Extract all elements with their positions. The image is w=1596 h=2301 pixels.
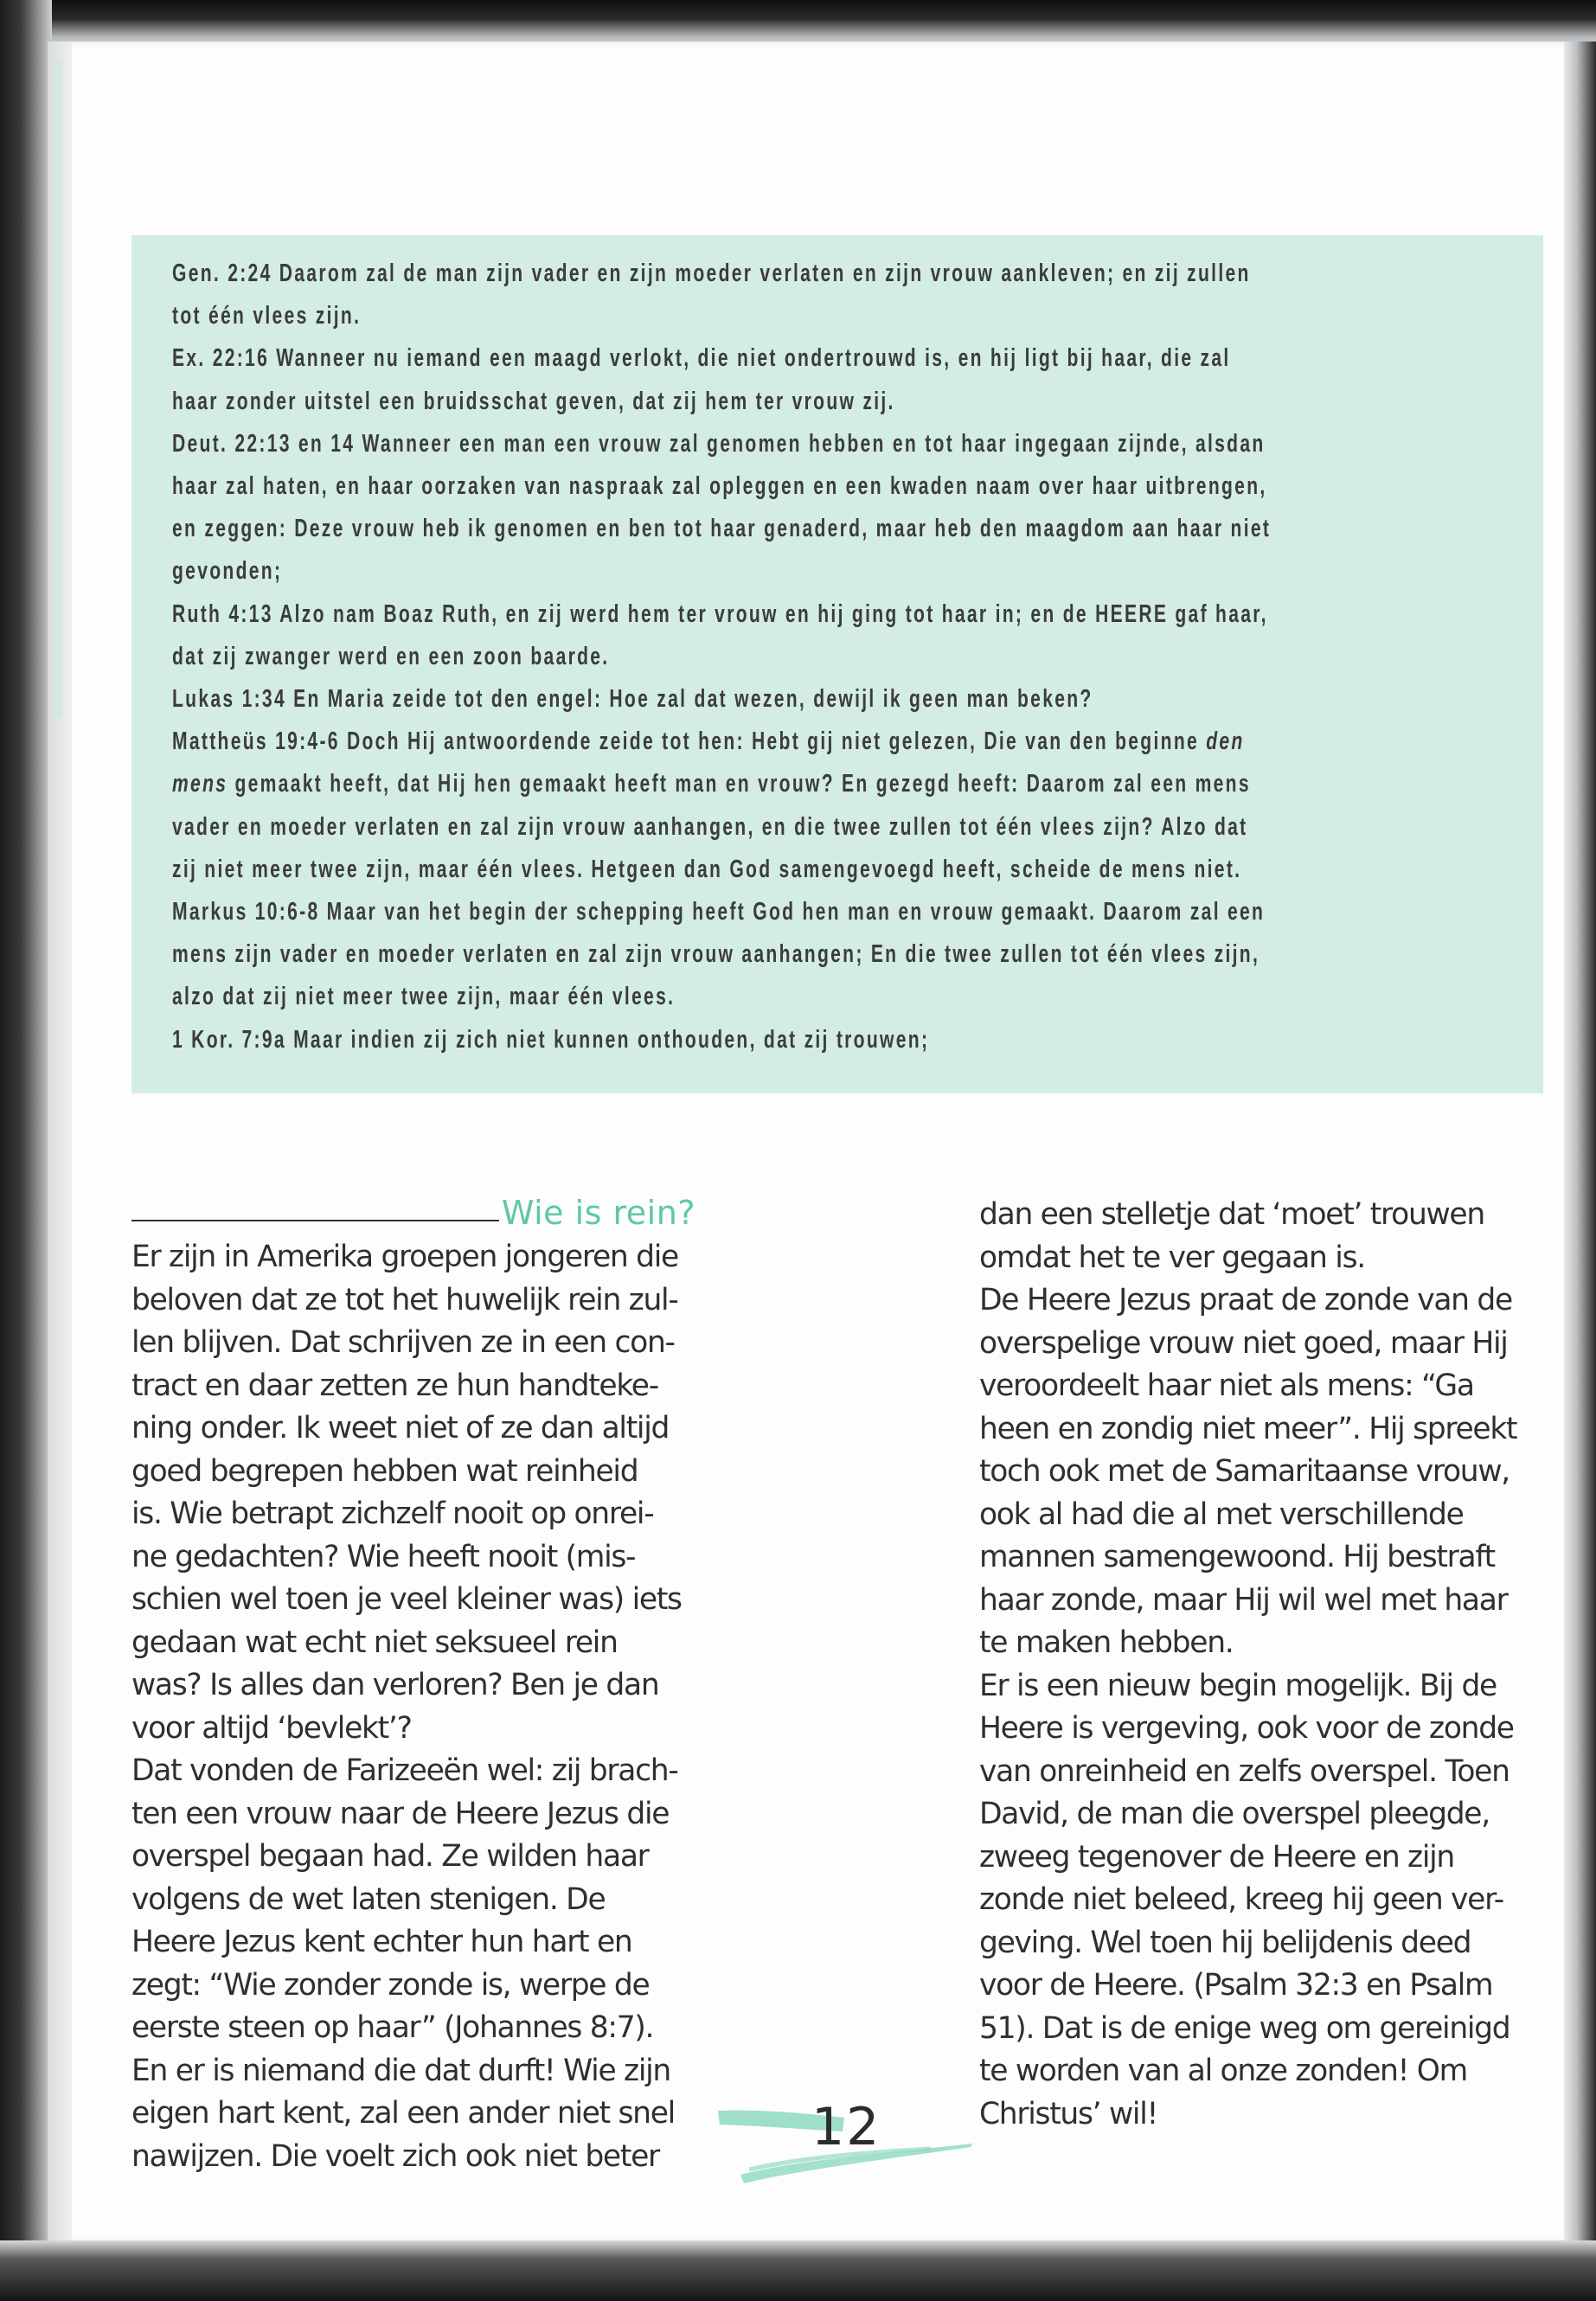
verse-line: mens zijn vader en moeder verlaten en zal zijn vrouw aanhangen; En die twee zullen tot één vlees zijn, (172, 940, 1260, 969)
verse-line: dat zij zwanger werd en een zoon baarde. (172, 642, 610, 670)
verse-line: tot één vlees zijn. (172, 302, 362, 330)
text-line: En er is niemand die dat durft! Wie zijn (131, 2053, 670, 2088)
verse-text: Mattheüs 19:4-6 Doch Hij antwoordende zeide tot hen: Hebt gij niet gelezen, Die van den beginne (172, 727, 1200, 756)
text-line: ten een vrouw naar de Heere Jezus die (131, 1796, 670, 1831)
verse-line: haar zal haten, en haar oorzaken van naspraak zal opleggen en een kwaden naam over haar uitbrengen, (172, 472, 1267, 501)
book-spine-edge (0, 0, 52, 2301)
verse-line: Deut. 22:13 en 14 Wanneer een man een vrouw zal genomen hebben en tot haar ingegaan zijnde, alsdan (172, 429, 1266, 458)
article-column-left (131, 1236, 702, 2178)
verse-line: alzo dat zij niet meer twee zijn, maar één vlees. (172, 983, 676, 1011)
verse-line: Ruth 4:13 Alzo nam Boaz Ruth, en zij werd hem ter vrouw en hij ging tot haar in; en de HEERE gaf haar, (172, 599, 1268, 628)
text-line: zonde niet beleed, kreeg hij geen ver- (979, 1882, 1503, 1917)
text-line: van onreinheid en zelfs overspel. Toen (979, 1753, 1509, 1789)
text-line: te worden van al onze zonden! Om (979, 2054, 1467, 2088)
verse-line: Ex. 22:16 Wanneer nu iemand een maagd verlokt, die niet ondertrouwd is, en hij ligt bij haar, die zal (172, 344, 1231, 373)
text-line: De Heere Jezus praat de zonde van de (979, 1283, 1512, 1317)
text-line: Dat vonden de Farizeeën wel: zij brach- (131, 1753, 678, 1788)
text-line: ne gedachten? Wie heeft nooit (mis- (131, 1539, 636, 1574)
text-line: 51). Dat is de enige weg om gereinigd (979, 2010, 1510, 2046)
text-line: voor altijd ‘bevlekt’? (131, 1710, 412, 1746)
text-line: goed begrepen hebben wat reinheid (131, 1453, 638, 1489)
text-line: Christus’ wil! (979, 2096, 1158, 2131)
verse-line: Lukas 1:34 En Maria zeide tot den engel: Hoe zal dat wezen, dewijl ik geen man beken? (172, 685, 1093, 714)
text-line: voor de Heere. (Psalm 32:3 en Psalm (979, 1968, 1493, 2003)
verse-line: vader en moeder verlaten en zal zijn vrouw aanhangen, en die twee zullen tot één vlees zijn? Alzo dat (172, 812, 1248, 841)
page-number-text: 12 (811, 2097, 881, 2157)
text-line: eigen hart kent, zal een ander niet snel (131, 2096, 675, 2131)
text-line: heen en zondig niet meer”. Hij spreekt (979, 1411, 1517, 1446)
text-line: Er zijn in Amerika groepen jongeren die (131, 1240, 678, 1274)
verse-text: gemaakt heeft, dat Hij hen gemaakt heeft man en vrouw? En gezegd heeft: Daarom zal een mens (234, 770, 1251, 798)
text-line: volgens de wet laten stenigen. De (131, 1881, 606, 1917)
verse-line: gevonden; (172, 557, 283, 586)
verse-italic-text: den (1206, 727, 1245, 756)
heading-rule (131, 1220, 499, 1221)
verse-line-matthew (172, 763, 1522, 805)
verse-line: zij niet meer twee zijn, maar één vlees. Hetgeen dan God samengevoegd heeft, scheide de mens niet. (172, 855, 1242, 883)
article-column-right (979, 1194, 1550, 2136)
text-line: is. Wie betrapt zichzelf nooit op onrei- (131, 1497, 654, 1531)
verse-line: Gen. 2:24 Daarom zal de man zijn vader en zijn moeder verlaten en zijn vrouw aankleven; en zij zullen (172, 260, 1251, 287)
text-line: beloven dat ze tot het huwelijk rein zul- (131, 1282, 678, 1317)
article-title: Wie is rein? (501, 1194, 695, 1232)
text-line: Heere is vergeving, ook voor de zonde (979, 1711, 1514, 1746)
text-line: toch ook met de Samaritaanse vrouw, (979, 1454, 1509, 1489)
text-line: David, de man die overspel pleegde, (979, 1797, 1490, 1831)
text-line: schien wel toen je veel kleiner was) iets (131, 1582, 682, 1617)
text-line: zweeg tegenover de Heere en zijn (979, 1839, 1454, 1875)
book-right-edge (1564, 42, 1596, 2243)
verse-line-matthew (172, 721, 1522, 763)
scan-bottom-edge (0, 2240, 1596, 2301)
page-number (715, 2092, 974, 2187)
article-heading (131, 1185, 695, 1232)
text-line: overspel begaan had. Ze wilden haar (131, 1839, 649, 1874)
text-line: gedaan wat echt niet seksueel rein (131, 1625, 618, 1660)
verse-line: haar zonder uitstel een bruidsschat geven, dat zij hem ter vrouw zij. (172, 387, 895, 415)
text-line: dan een stelletje dat ‘moet’ trouwen (979, 1197, 1484, 1232)
text-line: haar zonde, maar Hij wil wel met haar (979, 1582, 1508, 1618)
bible-verses-text (172, 253, 1522, 1061)
text-line: te maken hebben. (979, 1625, 1234, 1660)
text-line: tract en daar zetten ze hun handteke- (131, 1368, 658, 1403)
text-line: nawijzen. Die voelt zich ook niet beter (131, 2138, 659, 2174)
text-line: mannen samengewoond. Hij bestraft (979, 1540, 1495, 1574)
text-line: ning onder. Ik weet niet of ze dan altijd (131, 1411, 670, 1445)
verse-line: Markus 10:6-8 Maar van het begin der schepping heeft God hen man en vrouw gemaakt. Daarom zal een (172, 898, 1266, 926)
text-line: omdat het te ver gegaan is. (979, 1240, 1365, 1275)
verse-line: 1 Kor. 7:9a Maar indien zij zich niet kunnen onthouden, dat zij trouwen; (172, 1025, 930, 1054)
text-line: eerste steen op haar” (Johannes 8:7). (131, 2010, 654, 2045)
text-line: ook al had die al met verschillende (979, 1497, 1464, 1532)
text-line: geving. Wel toen hij belijdenis deed (979, 1925, 1471, 1960)
verse-line: en zeggen: Deze vrouw heb ik genomen en ben tot haar genaderd, maar heb den maagdom aan haar niet (172, 515, 1272, 543)
text-line: veroordeelt haar niet als mens: “Ga (979, 1368, 1474, 1403)
text-line: len blijven. Dat schrijven ze in een con- (131, 1325, 675, 1360)
text-line: was? Is alles dan verloren? Ben je dan (131, 1668, 659, 1702)
text-line: Er is een nieuw begin mogelijk. Bij de (979, 1668, 1497, 1703)
color-bleed-stripe (54, 61, 62, 718)
text-line: zegt: “Wie zonder zonde is, werpe de (131, 1967, 650, 2003)
text-line: overspelige vrouw niet goed, maar Hij (979, 1325, 1508, 1361)
verse-italic-text: mens (172, 770, 228, 798)
text-line: Heere Jezus kent echter hun hart en (131, 1925, 632, 1959)
